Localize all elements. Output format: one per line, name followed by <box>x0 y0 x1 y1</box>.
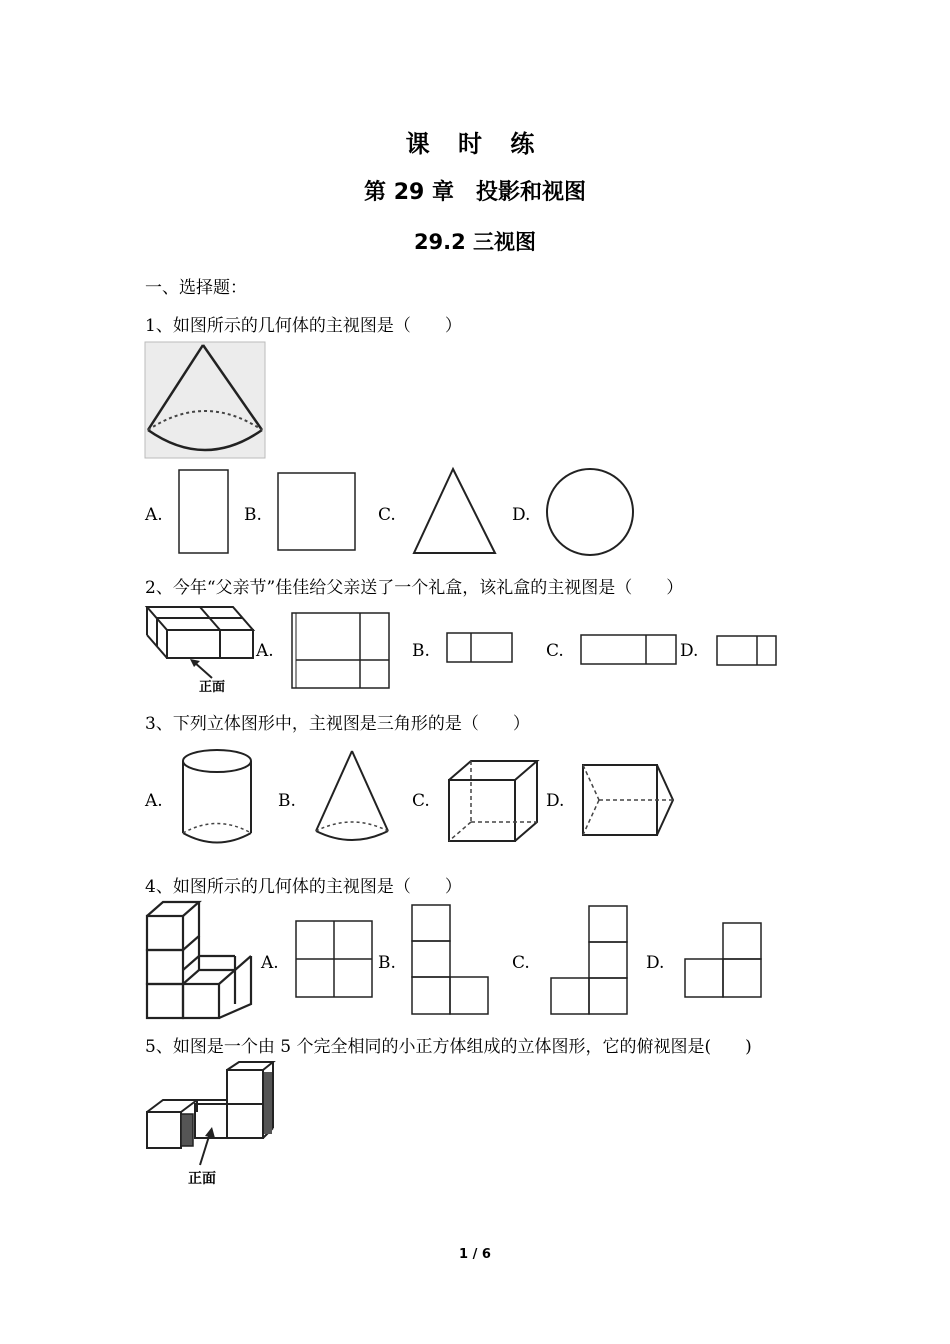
q3-option-b-cone <box>312 749 392 844</box>
section-title: 29.2 三视图 <box>413 230 537 254</box>
question-1-stem: 1、如图所示的几何体的主视图是（ ） <box>145 316 462 336</box>
q3-option-a-label: A. <box>145 791 163 811</box>
q1-option-d-label: D. <box>512 505 531 525</box>
q1-option-a-tall-rectangle <box>178 469 230 555</box>
q2-option-b-rectangles <box>446 632 514 664</box>
q4-cubes-figure <box>145 900 257 1020</box>
q4-option-c-label: C. <box>512 953 530 973</box>
q2-gift-box-figure <box>145 605 257 663</box>
page-number: 1 / 6 <box>459 1247 491 1262</box>
q4-option-a-label: A. <box>261 953 279 973</box>
question-3-stem: 3、下列立体图形中，主视图是三角形的是（ ） <box>145 714 530 734</box>
q1-option-c-label: C. <box>378 505 396 525</box>
q1-option-d-circle <box>545 467 635 557</box>
part-heading: 一、选择题： <box>145 278 247 298</box>
q2-option-a-box-front <box>290 612 392 690</box>
q3-option-d-prism <box>580 762 676 838</box>
question-4-stem: 4、如图所示的几何体的主视图是（ ） <box>145 877 462 897</box>
q3-option-c-label: C. <box>412 791 430 811</box>
q3-option-c-cube <box>446 758 540 844</box>
q3-option-d-label: D. <box>546 791 565 811</box>
q2-option-c-label: C. <box>546 641 564 661</box>
q3-option-b-label: B. <box>278 791 296 811</box>
q5-front-arrow-icon <box>188 1127 218 1167</box>
q2-option-a-label: A. <box>256 641 274 661</box>
q2-option-d-rectangles <box>716 635 778 667</box>
q2-option-b-label: B. <box>412 641 430 661</box>
question-2-stem: 2、今年“父亲节”佳佳给父亲送了一个礼盒，该礼盒的主视图是（ ） <box>145 578 684 598</box>
q5-front-label: 正面 <box>188 1171 216 1187</box>
q4-option-b-l-shape <box>411 904 491 1018</box>
q1-option-b-square <box>277 472 357 552</box>
q2-option-d-label: D. <box>680 641 699 661</box>
question-5-stem: 5、如图是一个由 5 个完全相同的小正方体组成的立体图形，它的俯视图是( ) <box>145 1037 752 1057</box>
q4-option-c-l-shape <box>550 905 630 1017</box>
chapter-title: 第 29 章 投影和视图 <box>364 180 586 205</box>
q4-option-b-label: B. <box>378 953 396 973</box>
q4-option-a-grid <box>295 920 375 1000</box>
q1-option-b-label: B. <box>244 505 262 525</box>
q2-front-label: 正面 <box>199 680 226 695</box>
q1-option-c-triangle <box>412 467 498 555</box>
q4-option-d-l-shape <box>684 922 764 1000</box>
q3-option-a-cylinder <box>180 748 254 848</box>
q2-option-c-rectangles <box>580 634 678 666</box>
q1-option-a-label: A. <box>145 505 163 525</box>
page-title: 课 时 练 <box>405 130 545 158</box>
q1-cone-figure <box>145 342 267 460</box>
q4-option-d-label: D. <box>646 953 665 973</box>
